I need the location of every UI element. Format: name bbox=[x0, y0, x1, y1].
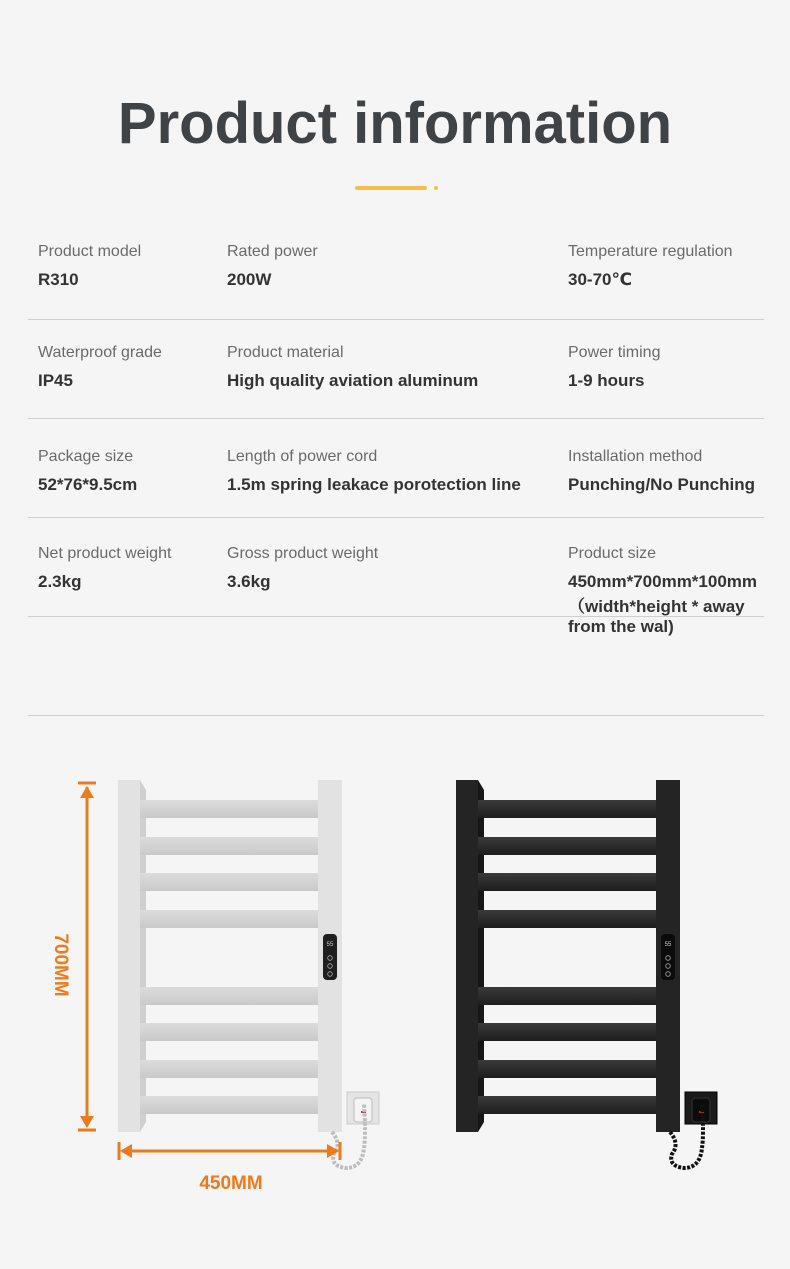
spec-value: 2.3kg bbox=[38, 572, 82, 591]
width-label: 450MM bbox=[199, 1173, 263, 1194]
spec-label: Gross product weight bbox=[227, 545, 379, 562]
page-title: Product information bbox=[117, 91, 673, 156]
spec-label: Product model bbox=[38, 243, 142, 260]
spec-value: 52*76*9.5cm bbox=[38, 475, 138, 494]
panel-display: 55 bbox=[664, 942, 672, 948]
spec-value: IP45 bbox=[38, 371, 73, 390]
spec-value: R310 bbox=[38, 270, 79, 289]
height-dimension-arrow bbox=[78, 783, 96, 1130]
spec-label: Installation method bbox=[568, 448, 703, 465]
rack-bar bbox=[478, 987, 658, 1005]
rack-bar bbox=[478, 800, 658, 818]
black-towel-rack bbox=[456, 780, 717, 1168]
spec-label: Product material bbox=[227, 344, 344, 361]
spec-label: Rated power bbox=[227, 243, 318, 260]
rack-bar bbox=[140, 910, 320, 928]
spec-value: 450mm*700mm*100mm（width*height * away from the wal) bbox=[568, 572, 758, 636]
rack-bar bbox=[478, 1060, 658, 1078]
left-rail-side bbox=[478, 780, 484, 1132]
panel-display: 55 bbox=[326, 942, 334, 948]
spec-value: High quality aviation aluminum bbox=[227, 371, 479, 390]
spec-label: Product size bbox=[568, 545, 657, 562]
control-panel bbox=[323, 934, 337, 980]
rack-bar bbox=[478, 837, 658, 855]
rack-bar bbox=[140, 987, 320, 1005]
spec-value: 200W bbox=[227, 270, 272, 289]
spec-value: 3.6kg bbox=[227, 572, 271, 591]
height-label: 700MM bbox=[50, 933, 71, 997]
spec-label: Package size bbox=[38, 448, 134, 465]
left-rail bbox=[456, 780, 478, 1132]
rack-bar bbox=[140, 1060, 320, 1078]
spec-label: Temperature regulation bbox=[568, 243, 733, 260]
width-dimension-arrow bbox=[119, 1142, 340, 1160]
white-towel-rack bbox=[118, 780, 379, 1168]
left-rail-side bbox=[140, 780, 146, 1132]
spec-value: 1.5m spring leakace porotection line bbox=[227, 475, 521, 494]
rack-bar bbox=[140, 873, 320, 891]
spec-label: Net product weight bbox=[38, 545, 172, 562]
control-panel bbox=[661, 934, 675, 980]
spec-value: Punching/No Punching bbox=[568, 475, 755, 494]
rack-bar bbox=[140, 1023, 320, 1041]
rack-bar bbox=[478, 1023, 658, 1041]
rack-bar bbox=[140, 800, 320, 818]
rack-bar bbox=[140, 1096, 320, 1114]
spec-label: Power timing bbox=[568, 344, 661, 361]
rack-bar bbox=[478, 873, 658, 891]
spec-value: 30-70℃ bbox=[568, 270, 633, 289]
left-rail bbox=[118, 780, 140, 1132]
spec-label: Waterproof grade bbox=[38, 344, 162, 361]
spec-label: Length of power cord bbox=[227, 448, 378, 465]
rack-bar bbox=[478, 1096, 658, 1114]
rack-bar bbox=[140, 837, 320, 855]
spec-value: 1-9 hours bbox=[568, 371, 645, 390]
rack-bar bbox=[478, 910, 658, 928]
